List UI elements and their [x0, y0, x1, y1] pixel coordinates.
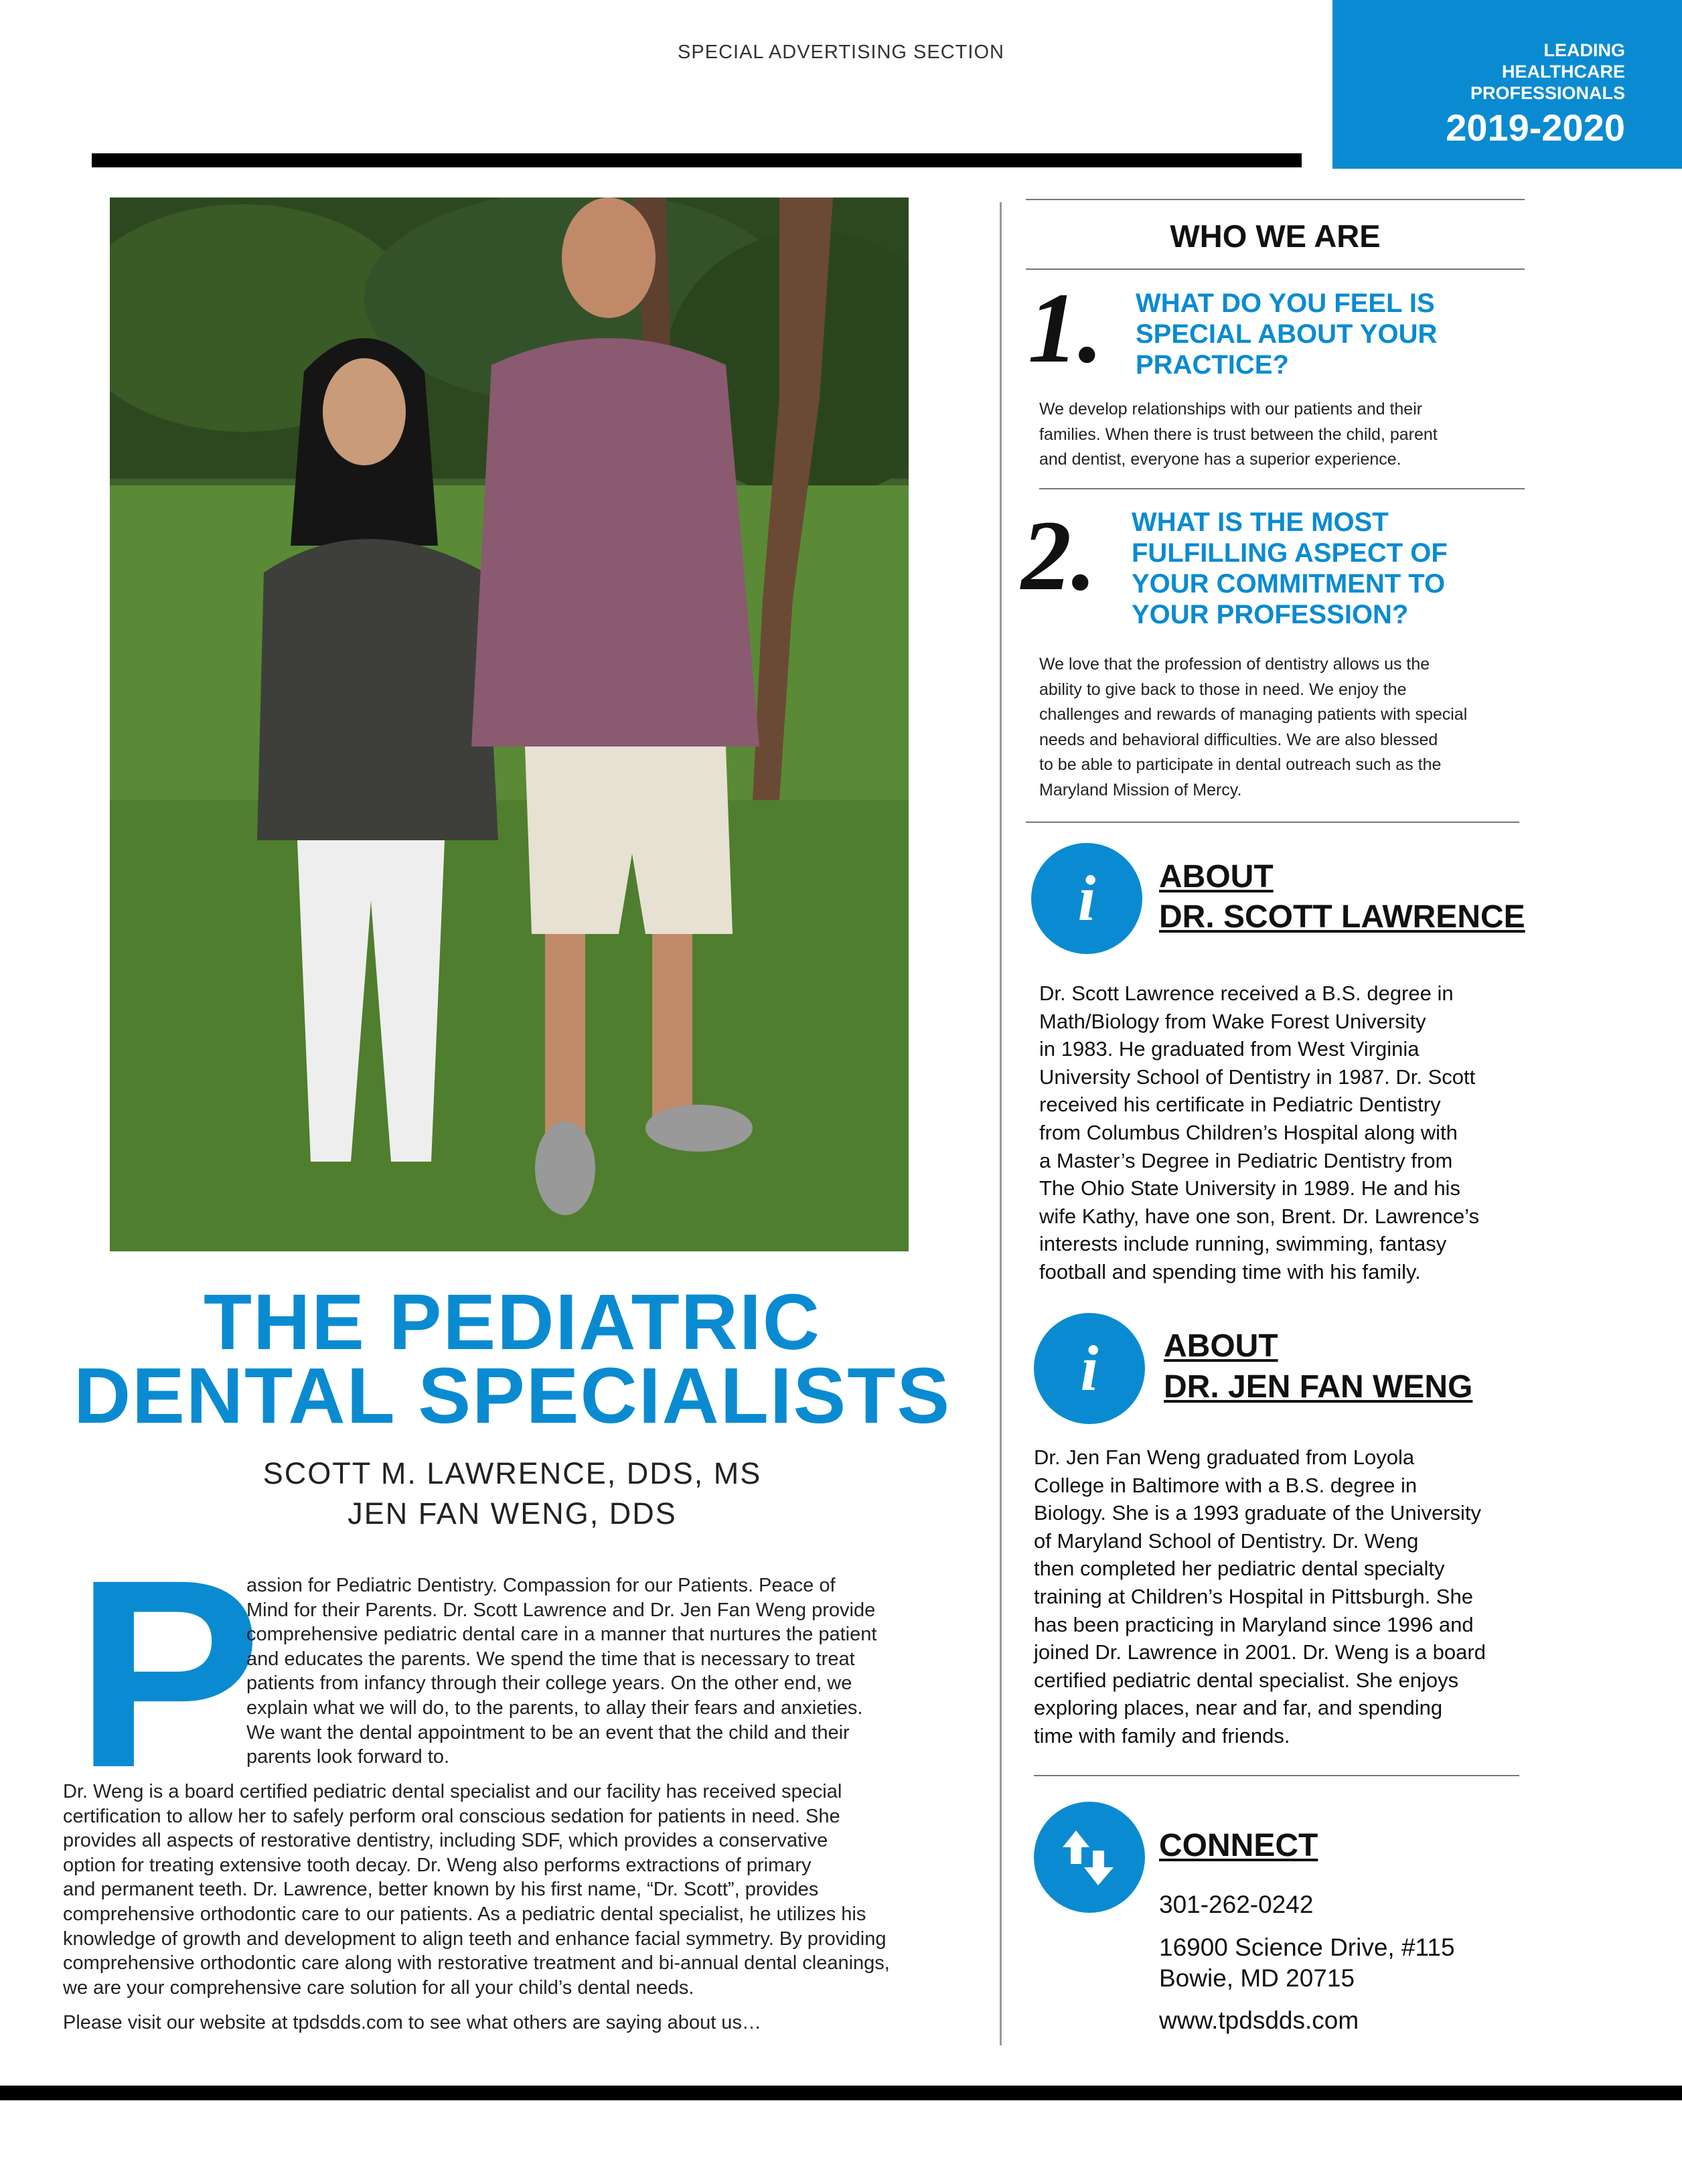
text-line: Mind for their Parents. Dr. Scott Lawrence and Dr. Jen Fan Weng provide [246, 1599, 876, 1621]
question-number: 2. [1021, 500, 1097, 611]
section-label-text: SPECIAL ADVERTISING SECTION [678, 42, 1004, 63]
connect-heading: CONNECT [1159, 1828, 1318, 1863]
leading-healthcare-badge [1332, 0, 1682, 169]
text-line: explain what we will do, to the parents, to allay their fears and anxieties. [246, 1697, 863, 1719]
up-down-arrows-icon [1034, 1802, 1145, 1913]
text-line: joined Dr. Lawrence in 2001. Dr. Weng is a board [1034, 1640, 1486, 1664]
question-number: 1. [1028, 272, 1103, 384]
intro-paragraph [246, 1573, 876, 1770]
text-line: Biology. She is a 1993 graduate of the University [1034, 1501, 1482, 1525]
text-line: YOUR COMMITMENT TO [1132, 569, 1446, 599]
text-line: WHAT DO YOU FEEL IS [1136, 289, 1435, 318]
text-line: knowledge of growth and development to align teeth and enhance facial symmetry. By providing [63, 1928, 887, 1950]
text-line: assion for Pediatric Dentistry. Compassion for our Patients. Peace of [246, 1575, 836, 1596]
text-line: comprehensive pediatric dental care in a manner that nurtures the patient [246, 1624, 877, 1646]
rule [1034, 1775, 1519, 1776]
text-line: YOUR PROFESSION? [1132, 600, 1409, 629]
text-line: College in Baltimore with a B.S. degree in [1034, 1473, 1418, 1497]
website-link[interactable]: www.tpdsdds.com [1159, 2007, 1359, 2034]
doctor-name: JEN FAN WENG, DDS [348, 1496, 677, 1531]
who-we-are-heading: WHO WE ARE [1170, 218, 1381, 254]
text-line: We want the dental appointment to be an event that the child and their [246, 1721, 850, 1743]
text-line: we are your comprehensive care solution for all your child’s dental needs. [63, 1976, 694, 1999]
text-line: interests include running, swimming, fantasy [1039, 1232, 1447, 1256]
text-line: Dr. Weng is a board certified pediatric dental specialist and our facility has received special [63, 1781, 842, 1802]
text-line: Dr. Jen Fan Weng graduated from Loyola [1034, 1446, 1415, 1469]
address-line: 16900 Science Drive, #115 [1159, 1934, 1455, 1961]
text-line: FULFILLING ASPECT OF [1132, 538, 1448, 568]
text-line: provides all aspects of restorative dentistry, including SDF, which provides a conservative [63, 1830, 828, 1852]
text-line: a Master’s Degree in Pediatric Dentistry from [1039, 1148, 1453, 1172]
text-line: comprehensive orthodontic care to our patients. As a pediatric dental specialist, he utilizes his [63, 1903, 866, 1925]
bottom-divider-bar [0, 2086, 1682, 2100]
text-line: training at Children’s Hospital in Pittsburgh. She [1034, 1584, 1473, 1608]
text-line: challenges and rewards of managing patients with special [1039, 705, 1468, 724]
question-2 [1132, 507, 1448, 630]
text-line: Maryland Mission of Mercy. [1039, 780, 1242, 799]
text-line: Dr. Scott Lawrence received a B.S. degree in [1039, 982, 1454, 1005]
text-line: certified pediatric dental specialist. She enjoys [1034, 1668, 1459, 1692]
text-line: WHAT IS THE MOST [1132, 508, 1389, 537]
title-line: DENTAL SPECIALISTS [73, 1352, 951, 1440]
about-heading: ABOUT [1164, 1328, 1278, 1364]
text-line: to be able to participate in dental outreach such as the [1039, 755, 1442, 774]
text-line: SPECIAL ABOUT YOUR [1136, 319, 1438, 349]
text-line: certification to allow her to safely perform oral conscious sedation for patients in need. She [63, 1805, 840, 1827]
doctor-name: SCOTT M. LAWRENCE, DDS, MS [262, 1456, 762, 1490]
text-line: PRACTICE? [1136, 350, 1289, 380]
rule [1039, 488, 1525, 489]
text-line: football and spending time with his family. [1039, 1259, 1421, 1283]
text-line: time with family and friends. [1034, 1723, 1290, 1747]
text-line: needs and behavioral difficulties. We are also blessed [1039, 730, 1438, 749]
doctors-photo [110, 198, 909, 1251]
badge-line: LEADING [1543, 40, 1625, 60]
answer-1 [1039, 397, 1438, 473]
text-line: wife Kathy, have one son, Brent. Dr. Lawrence’s [1039, 1204, 1480, 1228]
text-line: We develop relationships with our patients and their [1039, 400, 1423, 418]
closing-text: Please visit our website at tpdsdds.com to see what others are saying about us… [63, 2012, 761, 2033]
badge-line: PROFESSIONALS [1470, 83, 1625, 103]
info-glyph: i [1080, 1332, 1099, 1404]
body-paragraph [63, 1780, 890, 2000]
text-line: We love that the profession of dentistry allows us the [1039, 655, 1430, 674]
answer-2 [1039, 652, 1467, 803]
text-line: and dentist, everyone has a superior experience. [1039, 450, 1401, 469]
title-line: THE PEDIATRIC [204, 1278, 821, 1367]
rule [1026, 199, 1525, 200]
text-line: from Columbus Children’s Hospital along with [1039, 1120, 1458, 1144]
phone-number[interactable]: 301-262-0242 [1159, 1891, 1314, 1918]
text-line: The Ohio State University in 1989. He and his [1039, 1176, 1460, 1200]
about-heading-name: DR. JEN FAN WENG [1164, 1369, 1473, 1405]
about-heading-name: DR. SCOTT LAWRENCE [1159, 899, 1525, 935]
question-1 [1136, 288, 1437, 380]
text-line: parents look forward to. [246, 1746, 450, 1768]
info-icon [1031, 843, 1142, 954]
text-line: option for treating extensive tooth decay. Dr. Weng also performs extractions of primary [63, 1854, 812, 1876]
address-line: Bowie, MD 20715 [1159, 1964, 1355, 1992]
drop-cap: P [74, 1524, 262, 1823]
text-line: in 1983. He graduated from West Virginia [1039, 1037, 1420, 1061]
badge-year: 2019-2020 [1446, 106, 1625, 149]
text-line: University School of Dentistry in 1987. Dr. Scott [1039, 1065, 1476, 1089]
scott-bio [1039, 980, 1479, 1286]
column-divider [1000, 202, 1002, 2045]
rule [1026, 822, 1519, 823]
rule [1026, 268, 1525, 270]
text-line: patients from infancy through their college years. On the other end, we [246, 1672, 852, 1695]
text-line: and permanent teeth. Dr. Lawrence, better known by his first name, “Dr. Scott”, provides [63, 1879, 819, 1901]
text-line: Math/Biology from Wake Forest University [1039, 1009, 1426, 1033]
text-line: has been practicing in Maryland since 1996 and [1034, 1612, 1474, 1636]
text-line: of Maryland School of Dentistry. Dr. Weng [1034, 1529, 1419, 1553]
text-line: comprehensive orthodontic care along with restorative treatment and bi-annual dental cleanings, [63, 1952, 890, 1974]
text-line: and educates the parents. We spend the time that is necessary to treat [246, 1648, 855, 1670]
jen-bio [1034, 1444, 1486, 1750]
badge-line: HEALTHCARE [1502, 62, 1625, 82]
info-icon [1034, 1313, 1145, 1424]
text-line: received his certificate in Pediatric Dentistry [1039, 1093, 1441, 1117]
text-line: then completed her pediatric dental specialty [1034, 1557, 1445, 1581]
about-heading: ABOUT [1159, 859, 1274, 894]
info-glyph: i [1077, 862, 1096, 934]
text-line: ability to give back to those in need. We enjoy the [1039, 680, 1407, 699]
article-title [0, 1278, 1024, 1440]
text-line: families. When there is trust between the child, parent [1039, 424, 1438, 444]
text-line: exploring places, near and far, and spending [1034, 1696, 1443, 1720]
top-divider-bar [92, 153, 1302, 167]
